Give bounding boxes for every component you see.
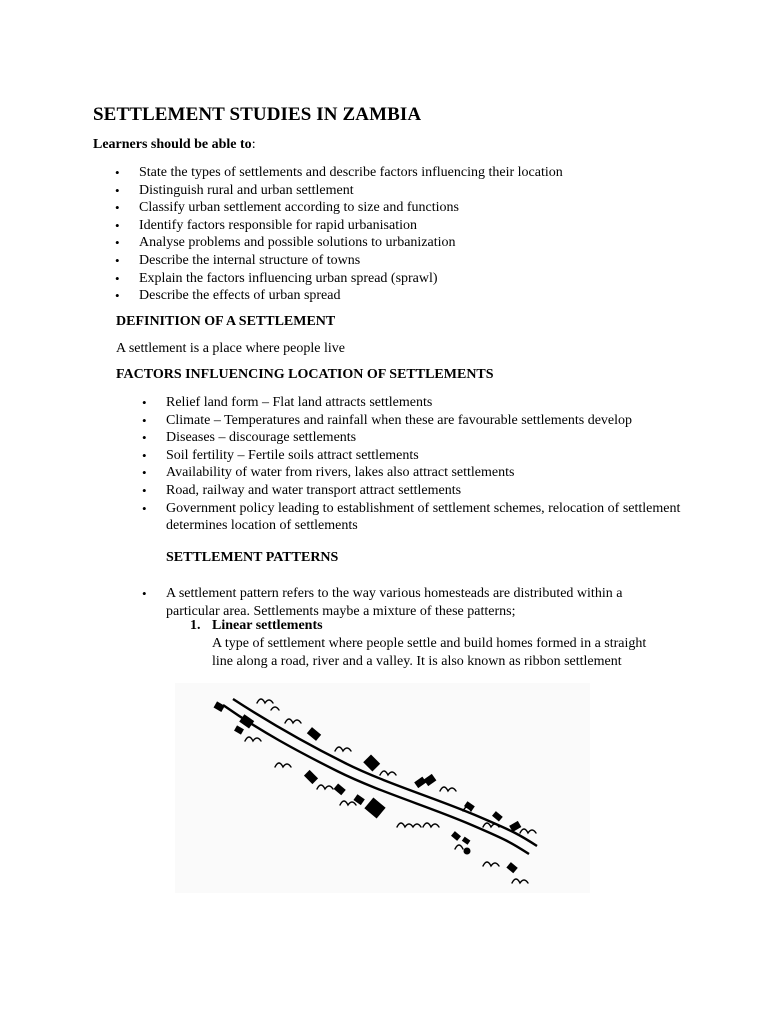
definition-heading: DEFINITION OF A SETTLEMENT (116, 314, 336, 329)
list-item: • Diseases – discourage settlements (166, 429, 686, 447)
list-item: • Describe the internal structure of towns (139, 252, 699, 270)
list-item: • Soil fertility – Fertile soils attract settlements (166, 447, 686, 465)
list-item: • Availability of water from rivers, lakes also attract settlements (166, 464, 686, 482)
list-item: • Government policy leading to establishment of settlement schemes, relocation of settlement determines location of settlements (166, 500, 686, 535)
intro-suffix: : (251, 137, 256, 152)
item-number: 1. (190, 618, 201, 633)
item-description: A type of settlement where people settle and build homes formed in a straight line along a road, river and a valley. It is also known as ribbon settlement (212, 636, 647, 669)
list-item: • Road, railway and water transport attract settlements (166, 482, 686, 500)
list-item: • State the types of settlements and describe factors influencing their location (139, 164, 699, 182)
list-item: • Relief land form – Flat land attracts settlements (166, 394, 686, 412)
intro-label: Learners should be able to (93, 137, 252, 152)
learning-objectives-intro (93, 137, 256, 153)
list-item: • Climate – Temperatures and rainfall when these are favourable settlements develop (166, 412, 686, 430)
factors-heading: FACTORS INFLUENCING LOCATION OF SETTLEMENTS (116, 367, 494, 382)
list-item: • Describe the effects of urban spread (139, 287, 699, 305)
patterns-list (166, 585, 666, 620)
list-item: • Distinguish rural and urban settlement (139, 182, 699, 200)
patterns-heading: SETTLEMENT PATTERNS (166, 550, 339, 565)
item-title: Linear settlements (212, 618, 323, 633)
page-title: SETTLEMENT STUDIES IN ZAMBIA (93, 104, 422, 125)
definition-text: A settlement is a place where people live (116, 341, 345, 356)
linear-settlement-sketch (175, 683, 590, 893)
list-item: • Explain the factors influencing urban spread (sprawl) (139, 270, 699, 288)
list-item: • A settlement pattern refers to the way various homesteads are distributed within a particular area. Settlements maybe a mixture of these patterns; (166, 585, 666, 620)
list-item: • Classify urban settlement according to size and functions (139, 199, 699, 217)
list-item: • Analyse problems and possible solutions to urbanization (139, 234, 699, 252)
factors-list (166, 394, 686, 535)
list-item: • Identify factors responsible for rapid urbanisation (139, 217, 699, 235)
objectives-list (139, 164, 699, 305)
